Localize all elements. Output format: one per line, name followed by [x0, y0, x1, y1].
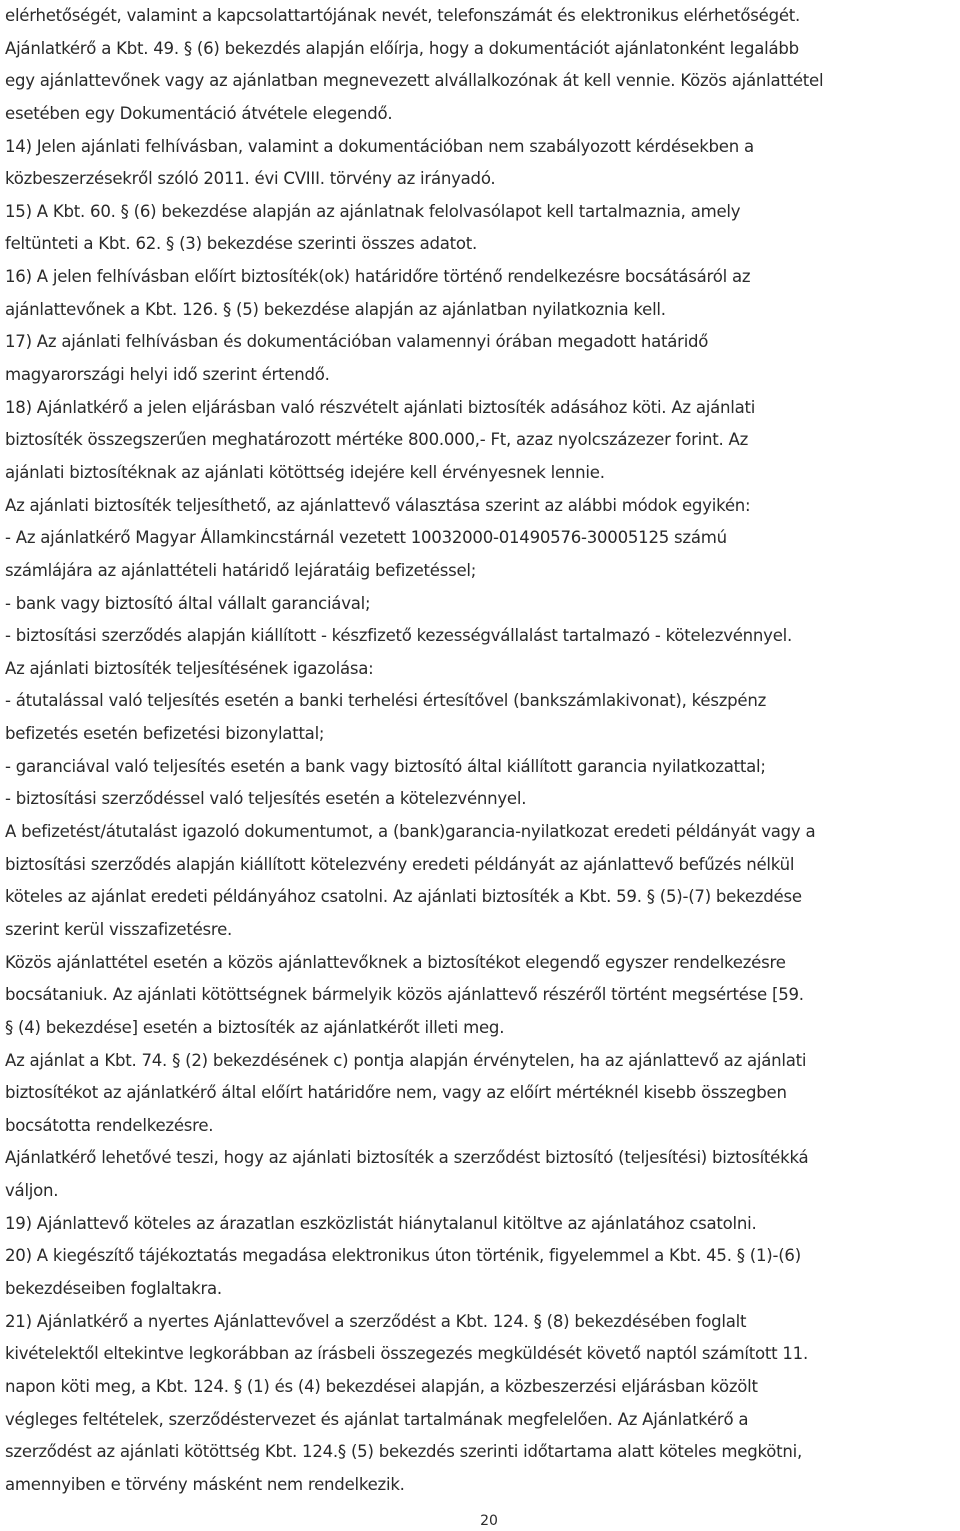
text-line: 14) Jelen ajánlati felhívásban, valamint a dokumentációban nem szabályozott kérdésekben a: [5, 136, 754, 156]
text-line: szerint kerül visszafizetésre.: [5, 919, 233, 939]
text-line: 21) Ajánlatkérő a nyertes Ajánlattevővel a szerződést a Kbt. 124. § (8) bekezdésében foglalt: [5, 1311, 747, 1331]
text-line: kivételektől eltekintve legkorábban az írásbeli összegezés megküldését követő naptól számított 11.: [5, 1344, 808, 1364]
text-line: A befizetést/átutalást igazoló dokumentumot, a (bank)garancia-nyilatkozat eredeti példányát vagy a: [5, 822, 816, 842]
text-line: elérhetőségét, valamint a kapcsolattartójának nevét, telefonszámát és elektronikus elérhetőségét.: [5, 6, 801, 25]
text-line: 18) Ajánlatkérő a jelen eljárásban való részvételt ajánlati biztosíték adásához köti. Az ajánlati: [5, 397, 756, 417]
text-line: - biztosítási szerződéssel való teljesítés esetén a kötelezvénnyel.: [5, 789, 527, 809]
text-line: biztosítási szerződés alapján kiállított kötelezvény eredeti példányát az ajánlattevő befűzés nélkül: [5, 854, 795, 874]
text-line: végleges feltételek, szerződéstervezet és ajánlat tartalmának megfelelően. Az Ajánlatkérő a: [5, 1409, 749, 1429]
text-line: ajánlattevőnek a Kbt. 126. § (5) bekezdése alapján az ajánlatban nyilatkoznia kell.: [5, 299, 666, 319]
text-line: számlájára az ajánlattételi határidő lejáratáig befizetéssel;: [5, 560, 477, 580]
text-line: befizetés esetén befizetési bizonylattal;: [5, 724, 325, 744]
page-number: 20: [480, 1513, 498, 1529]
text-line: - Az ajánlatkérő Magyar Államkincstárnál vezetett 10032000-01490576-30005125 számú: [5, 528, 727, 548]
text-line: Ajánlatkérő lehetővé teszi, hogy az ajánlati biztosíték a szerződést biztosító (teljesítési) biztosítékká: [5, 1148, 809, 1168]
text-line: 15) A Kbt. 60. § (6) bekezdése alapján az ajánlatnak felolvasólapot kell tartalmaznia, amely: [5, 201, 741, 221]
text-line: bocsátotta rendelkezésre.: [5, 1115, 214, 1135]
text-line: szerződést az ajánlati kötöttség Kbt. 124.§ (5) bekezdés szerinti időtartama alatt köteles megkötni,: [5, 1442, 802, 1462]
text-line: Az ajánlat a Kbt. 74. § (2) bekezdésének c) pontja alapján érvénytelen, ha az ajánlattevő az ajánlati: [5, 1050, 807, 1070]
text-line: Az ajánlati biztosíték teljesíthető, az ajánlattevő választása szerint az alábbi módok egyikén:: [5, 495, 751, 515]
text-line: magyarországi helyi idő szerint értendő.: [5, 365, 330, 385]
document-body: [5, 0, 960, 1501]
text-line: közbeszerzésekről szóló 2011. évi CVIII. törvény az irányadó.: [5, 169, 496, 189]
text-line: feltünteti a Kbt. 62. § (3) bekezdése szerinti összes adatot.: [5, 234, 478, 254]
text-line: - biztosítási szerződés alapján kiállított - készfizető kezességvállalást tartalmazó - kötelezvénnyel.: [5, 626, 793, 646]
text-line: biztosítékot az ajánlatkérő által előírt határidőre nem, vagy az előírt mértéknél kisebb összegben: [5, 1083, 787, 1103]
text-line: esetében egy Dokumentáció átvétele elegendő.: [5, 103, 393, 123]
text-line: bekezdéseiben foglaltakra.: [5, 1278, 222, 1298]
text-line: egy ajánlattevőnek vagy az ajánlatban megnevezett alvállalkozónak át kell vennie. Közös ajánlattétel: [5, 71, 824, 91]
text-line: váljon.: [5, 1181, 59, 1201]
text-line: - bank vagy biztosító által vállalt garanciával;: [5, 593, 371, 613]
text-line: Közös ajánlattétel esetén a közös ajánlattevőknek a biztosítékot elegendő egyszer rendelkezésre: [5, 952, 786, 972]
text-line: - átutalással való teljesítés esetén a banki terhelési értesítővel (bankszámlakivonat), készpénz: [5, 691, 767, 711]
text-line: bocsátaniuk. Az ajánlati kötöttségnek bármelyik közös ajánlattevő részéről történt megsértése [59.: [5, 985, 804, 1005]
text-line: ajánlati biztosítéknak az ajánlati kötöttség idejére kell érvényesnek lennie.: [5, 462, 605, 482]
text-line: 20) A kiegészítő tájékoztatás megadása elektronikus úton történik, figyelemmel a Kbt. 45. § (1)-(6): [5, 1246, 801, 1266]
text-line: 17) Az ajánlati felhívásban és dokumentációban valamennyi órában megadott határidő: [5, 332, 709, 352]
text-line: Az ajánlati biztosíték teljesítésének igazolása:: [5, 658, 374, 678]
text-line: Ajánlatkérő a Kbt. 49. § (6) bekezdés alapján előírja, hogy a dokumentációt ajánlatonként legalább: [5, 38, 799, 58]
text-line: amennyiben e törvény másként nem rendelkezik.: [5, 1474, 405, 1494]
text-line: 16) A jelen felhívásban előírt biztosíték(ok) határidőre történő rendelkezésre bocsátásáról az: [5, 267, 751, 287]
text-line: - garanciával való teljesítés esetén a bank vagy biztosító által kiállított garancia nyilatkozattal;: [5, 756, 766, 776]
text-line: biztosíték összegszerűen meghatározott mértéke 800.000,- Ft, azaz nyolcszázezer forint. Az: [5, 430, 749, 450]
text-line: napon köti meg, a Kbt. 124. § (1) és (4) bekezdései alapján, a közbeszerzési eljárásban közölt: [5, 1376, 758, 1396]
text-line: 19) Ajánlattevő köteles az árazatlan eszközlistát hiánytalanul kitöltve az ajánlatához csatolni.: [5, 1213, 757, 1233]
text-line: § (4) bekezdése] esetén a biztosíték az ajánlatkérőt illeti meg.: [5, 1017, 505, 1037]
text-line: köteles az ajánlat eredeti példányához csatolni. Az ajánlati biztosíték a Kbt. 59. § (5)-(7) bekezdése: [5, 887, 802, 907]
